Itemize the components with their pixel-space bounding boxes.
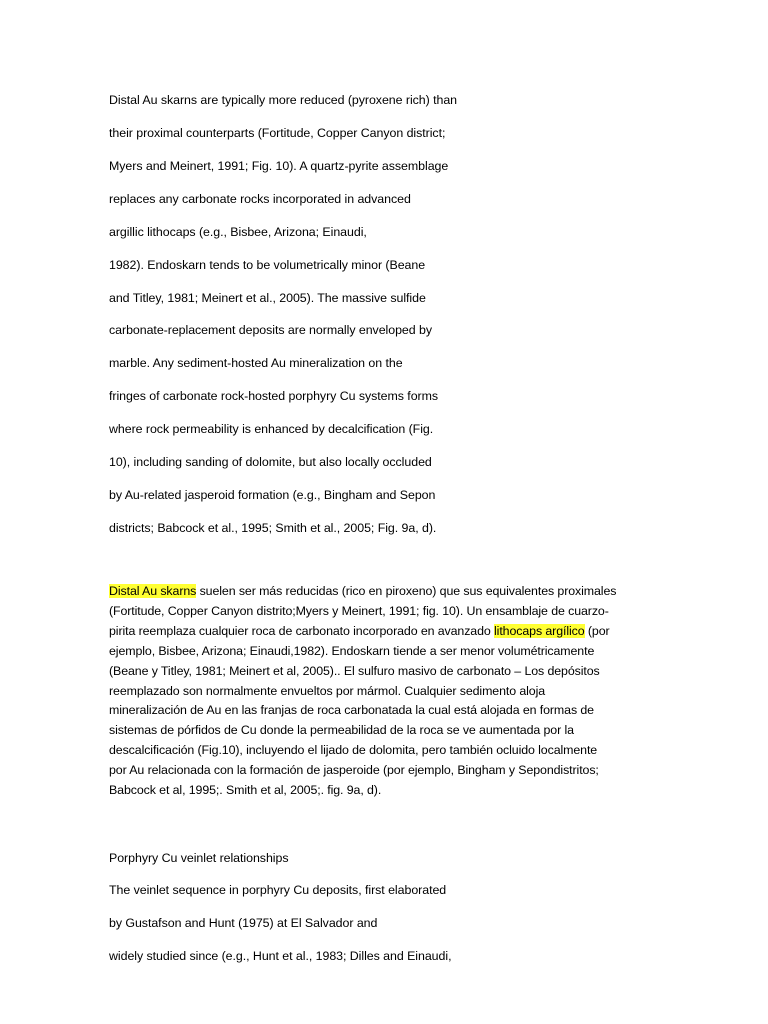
text-line: por Au relacionada con la formación de jasperoide (por ejemplo, Bingham y Sepondistritos; bbox=[109, 763, 599, 778]
text-span: pirita reemplaza cualquier roca de carbonato incorporado en avanzado bbox=[109, 623, 495, 638]
text-line: fringes of carbonate rock-hosted porphyry Cu systems forms bbox=[109, 389, 439, 403]
text-line: widely studied since (e.g., Hunt et al., 1983; Dilles and Einaudi, bbox=[109, 949, 452, 963]
text-line: 10), including sanding of dolomite, but also locally occluded bbox=[109, 455, 432, 469]
text-line: Myers and Meinert, 1991; Fig. 10). A quartz-pyrite assemblage bbox=[109, 159, 449, 173]
text-line: descalcificación (Fig.10), incluyendo el lijado de dolomita, pero también ocluido localmente bbox=[109, 743, 598, 758]
text-span: (por bbox=[584, 623, 610, 638]
text-line: reemplazado son normalmente envueltos por mármol. Cualquier sedimento aloja bbox=[109, 683, 546, 698]
text-line: ejemplo, Bisbee, Arizona; Einaudi,1982). Endoskarn tiende a ser menor volumétricamente bbox=[109, 643, 595, 658]
text-line: marble. Any sediment-hosted Au mineralization on the bbox=[109, 356, 403, 370]
text-line: Babcock et al, 1995;. Smith et al, 2005;. fig. 9a, d). bbox=[109, 783, 382, 798]
text-line: carbonate-replacement deposits are normally enveloped by bbox=[109, 323, 432, 337]
text-line: where rock permeability is enhanced by decalcification (Fig. bbox=[109, 422, 434, 436]
text-line: mineralización de Au en las franjas de roca carbonatada la cual está alojada en formas de bbox=[109, 703, 594, 718]
text-line: districts; Babcock et al., 1995; Smith et al., 2005; Fig. 9a, d). bbox=[109, 521, 437, 535]
text-line: sistemas de pórfidos de Cu donde la permeabilidad de la roca se ve aumentada por la bbox=[109, 723, 574, 738]
section-heading: Porphyry Cu veinlet relationships bbox=[109, 851, 289, 865]
text-line: The veinlet sequence in porphyry Cu deposits, first elaborated bbox=[109, 883, 447, 897]
text-line: (Beane y Titley, 1981; Meinert et al, 2005).. El sulfuro masivo de carbonato – Los depósitos bbox=[109, 663, 600, 678]
paragraph-spanish bbox=[109, 582, 649, 801]
text-line: and Titley, 1981; Meinert et al., 2005). The massive sulfide bbox=[109, 291, 426, 305]
text-span: suelen ser más reducidas (rico en piroxeno) que sus equivalentes proximales bbox=[196, 584, 617, 598]
highlighted-term: lithocaps argílico bbox=[494, 623, 585, 638]
text-line: 1982). Endoskarn tends to be volumetrically minor (Beane bbox=[109, 258, 426, 272]
text-line: by Gustafson and Hunt (1975) at El Salvador and bbox=[109, 916, 378, 930]
text-line bbox=[109, 582, 649, 602]
text-line: their proximal counterparts (Fortitude, Copper Canyon district; bbox=[109, 126, 446, 140]
text-line: argillic lithocaps (e.g., Bisbee, Arizona; Einaudi, bbox=[109, 225, 367, 239]
text-line: replaces any carbonate rocks incorporated in advanced bbox=[109, 192, 411, 206]
text-line: (Fortitude, Copper Canyon distrito;Myers y Meinert, 1991; fig. 10). Un ensamblaje de cuarzo- bbox=[109, 603, 609, 618]
text-line: Distal Au skarns are typically more reduced (pyroxene rich) than bbox=[109, 93, 458, 107]
highlighted-term: Distal Au skarns bbox=[109, 584, 197, 598]
text-line bbox=[109, 622, 649, 642]
text-line: by Au-related jasperoid formation (e.g., Bingham and Sepon bbox=[109, 488, 436, 502]
